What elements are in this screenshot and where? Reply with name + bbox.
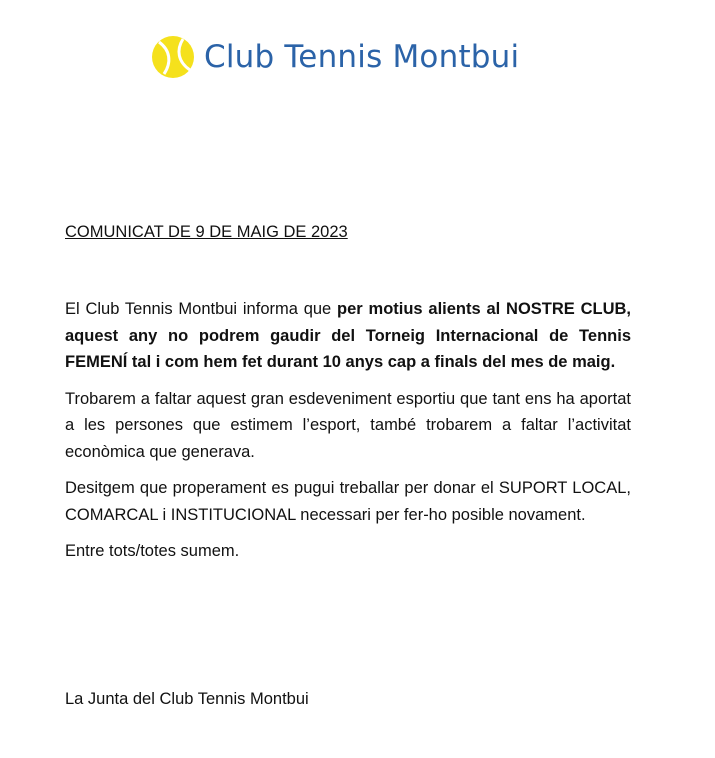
- paragraph-regret: Trobarem a faltar aquest gran esdeveniment esportiu que tant ens ha aportat a les persones que estimem l’esport, també trobarem a faltar l’activitat econòmica que generava.: [65, 389, 631, 461]
- tennis-ball-icon: [150, 34, 196, 80]
- announcement-bold: per motius alients al NOSTRE CLUB, aquest any no podrem gaudir del Torneig Internacional de Tennis FEMENÍ tal i com hem fet durant 10 anys cap a finals del mes de maig.: [65, 300, 631, 371]
- paragraph-announcement: [65, 296, 631, 376]
- club-header: [150, 34, 519, 80]
- communique-title: COMUNICAT DE 9 DE MAIG DE 2023: [65, 223, 348, 241]
- club-name: Club Tennis Montbui: [204, 38, 520, 75]
- paragraph-hope: Desitgem que properament es pugui treballar per donar el SUPORT LOCAL, COMARCAL i INSTITUCIONAL necessari per fer-ho posible novament.: [65, 479, 631, 524]
- signature: La Junta del Club Tennis Montbui: [65, 690, 309, 708]
- announcement-intro: El Club Tennis Montbui informa que: [65, 300, 338, 318]
- communique-body: [65, 296, 631, 575]
- paragraph-closing: Entre tots/totes sumem.: [65, 542, 240, 560]
